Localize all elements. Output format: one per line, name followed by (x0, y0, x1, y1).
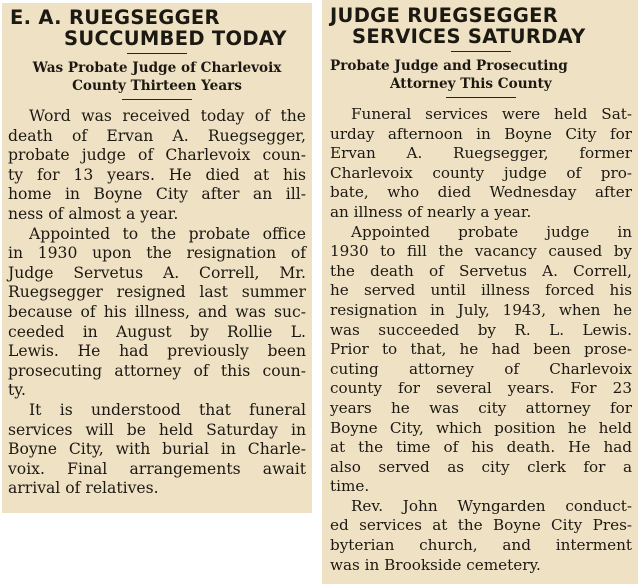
article-line: Funeral services were held Sat- (351, 105, 632, 123)
article-line: death of Ervan A. Ruegsegger, (8, 126, 306, 145)
article-line: Rev. John Wyngarden conduct- (351, 496, 632, 515)
article-line: Ruegsegger resigned last summer (8, 283, 306, 302)
article-line: years he was city attorney for (330, 398, 632, 417)
article-line: an illness of nearly a year. (330, 202, 532, 221)
article-line: Charlevoix county judge of pro- (330, 163, 632, 182)
article-line: bate, who died Wednesday after (330, 183, 632, 202)
article-line: 1930 to fill the vacancy caused by (330, 242, 632, 261)
article-line: the death of Servetus A. Correll, (330, 261, 632, 280)
right-subhead-line: Attorney This County (390, 76, 552, 92)
article-line: time. (330, 477, 370, 496)
article-line: Lewis. He had previously been (8, 342, 306, 361)
article-line: at the time of his death. He had (330, 438, 632, 457)
article-line: probate judge of Charlevoix coun- (8, 146, 306, 165)
article-line: services will be held Saturday in (8, 420, 306, 439)
left-clipping (2, 3, 312, 513)
article-line: arrival of relatives. (8, 479, 159, 498)
article-line: Ervan A. Ruegsegger, former (330, 144, 632, 163)
article-line: prosecuting attorney of this coun- (8, 361, 306, 380)
article-line: because of his illness, and was suc- (8, 302, 306, 321)
left-headline (8, 7, 306, 49)
subhead-rule (122, 99, 192, 100)
left-headline-line: SUCCUMBED TODAY (64, 27, 287, 50)
right-headline-line: JUDGE RUEGSEGGER (330, 4, 559, 27)
article-line: Judge Servetus A. Correll, Mr. (8, 263, 306, 282)
article-line: Prior to that, he had been prose- (330, 340, 632, 359)
article-line: was succeeded by R. L. Lewis. (330, 320, 632, 339)
left-headline-line: E. A. RUEGSEGGER (10, 6, 220, 29)
article-line: Appointed to the probate office (29, 224, 306, 243)
article-line: was in Brookside cemetery. (330, 555, 541, 574)
article-line: voix. Final arrangements await (8, 459, 306, 478)
left-subhead (8, 59, 306, 95)
article-line: resignation in July, 1943, when he (330, 300, 632, 319)
left-subhead-line: Was Probate Judge of Charlevoix (32, 60, 282, 76)
right-article-body (330, 105, 632, 575)
article-line: he served until illness forced his (330, 281, 632, 300)
article-line: ty. (8, 381, 26, 400)
article-line: ness of almost a year. (8, 204, 179, 223)
article-line: Word was received today of the (29, 107, 306, 125)
article-line: in 1930 upon the resignation of (8, 244, 306, 263)
article-line: also served as city clerk for a (330, 457, 632, 476)
right-clipping (322, 0, 638, 584)
headline-rule (451, 51, 511, 52)
right-headline-line: SERVICES SATURDAY (352, 25, 586, 48)
article-line: Appointed probate judge in (351, 222, 632, 241)
article-line: ed services at the Boyne City Pres- (330, 516, 632, 535)
article-line: ceeded in August by Rollie L. (8, 322, 306, 341)
article-line: cuting attorney of Charlevoix (330, 359, 632, 378)
article-line: ty for 13 years. He died at his (8, 165, 306, 184)
article-line: home in Boyne City after an ill- (8, 185, 306, 204)
left-subhead-line: County Thirteen Years (72, 78, 242, 94)
subhead-rule (446, 97, 516, 98)
headline-rule (127, 53, 187, 54)
left-article-body (8, 107, 306, 499)
right-subhead (330, 57, 632, 93)
article-line: Boyne City, with burial in Charle- (8, 440, 306, 459)
article-line: urday afternoon in Boyne City for (330, 124, 632, 143)
article-line: It is understood that funeral (29, 400, 306, 419)
right-subhead-line: Probate Judge and Prosecuting (330, 58, 568, 74)
article-line: byterian church, and interment (330, 536, 632, 555)
article-line: Boyne City, which position he held (330, 418, 632, 437)
right-headline (330, 5, 632, 47)
article-line: county for several years. For 23 (330, 379, 632, 398)
